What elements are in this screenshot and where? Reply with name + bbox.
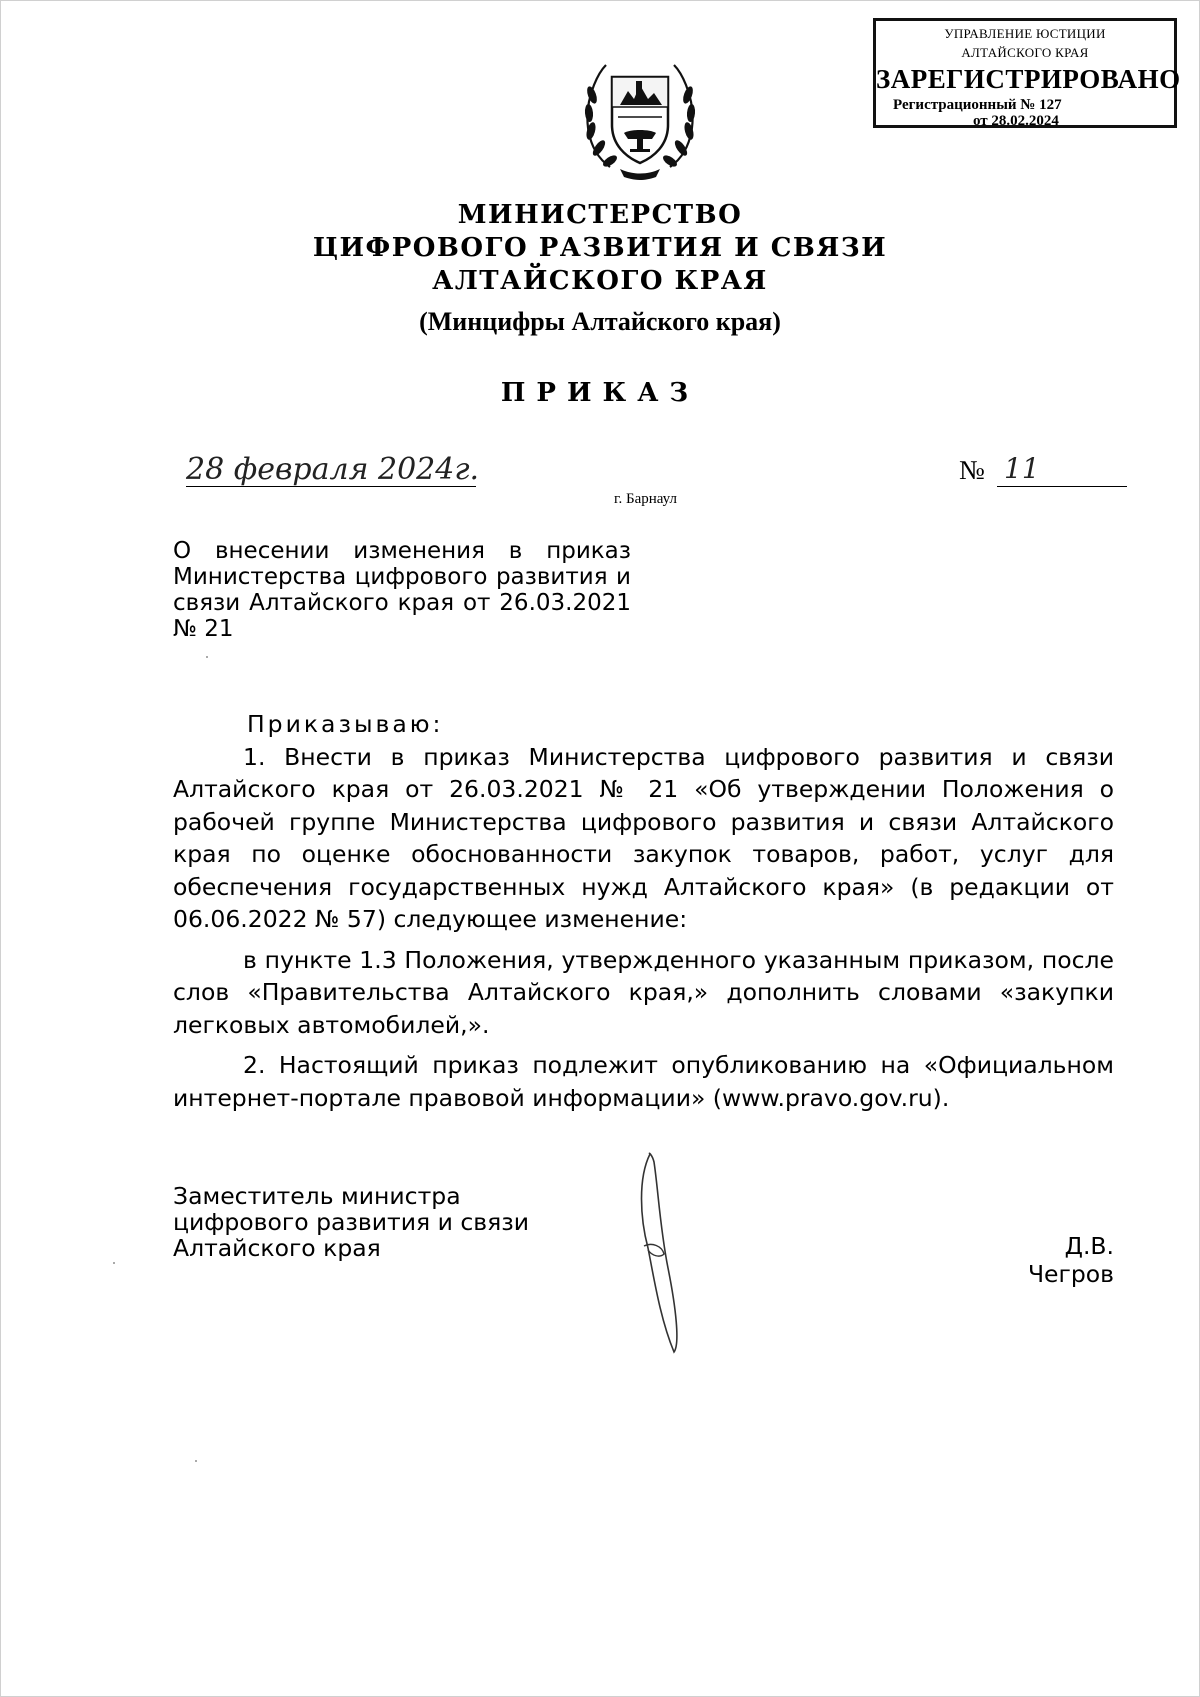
stamp-reg-date: от 28.02.2024 [973,113,1059,129]
signatory-name: Д.В. Чегров [1027,1232,1114,1288]
signatory-title-line1: Заместитель министра [173,1182,461,1210]
handwritten-date: 28 февраля 2024г. [186,452,480,487]
city: г. Барнаул [614,491,677,507]
number-sign: № [959,455,985,485]
order-item-2: 2. Настоящий приказ подлежит опубликованию на «Официальном интернет-портале правовой информации» (www.pravo.gov.ru). [173,1051,1114,1112]
signatory-title-line2: цифрового развития и связи [173,1208,529,1236]
document-subject: О внесении изменения в приказ Министерства цифрового развития и связи Алтайского края от 26.03.2021 № 21 [173,538,631,642]
signatory-title-line3: Алтайского края [173,1234,381,1262]
order-item-1-detail: в пункте 1.3 Положения, утвержденного указанным приказом, после слов «Правительства Алтайского края,» дополнить словами «закупки легковых автомобилей,». [173,945,1114,1039]
stamp-department-line1: УПРАВЛЕНИЕ ЮСТИЦИИ [944,26,1106,41]
number-underline [997,486,1127,487]
handwritten-number: 11 [1004,452,1040,485]
stamp-status: ЗАРЕГИСТРИРОВАНО [876,64,1181,94]
ministry-name-line2: ЦИФРОВОГО РАЗВИТИЯ И СВЯЗИ [312,233,888,263]
document-type-title: ПРИКАЗ [500,378,700,408]
ministry-short-name: (Минцифры Алтайского края) [419,307,781,336]
coat-of-arms-icon [580,55,700,180]
document-body [173,708,1114,1114]
scan-speck [195,1460,197,1462]
order-item-1: 1. Внести в приказ Министерства цифрового развития и связи Алтайского края от 26.03.2021 № 21 «Об утверждении Положения о рабочей группе Министерства цифрового развития и связи Алтайского края по оценке обоснованности закупок товаров, работ, услуг для обеспечения государственных нужд Алтайского края» (в редакции от 06.06.2022 № 57) следующее изменение: [173,742,1114,933]
signatory-title [173,1183,573,1261]
scan-speck [113,1262,115,1264]
registration-stamp [873,18,1181,129]
stamp-department-line2: АЛТАЙСКОГО КРАЯ [961,45,1089,60]
date-underline [186,486,476,487]
handwritten-signature [630,1148,700,1358]
order-word: Приказываю: [247,710,444,738]
scan-speck [206,656,208,658]
ministry-name-line1: МИНИСТЕРСТВО [457,200,743,230]
stamp-reg-number: Регистрационный № 127 [893,97,1062,113]
ministry-name-line3: АЛТАЙСКОГО КРАЯ [432,266,768,296]
